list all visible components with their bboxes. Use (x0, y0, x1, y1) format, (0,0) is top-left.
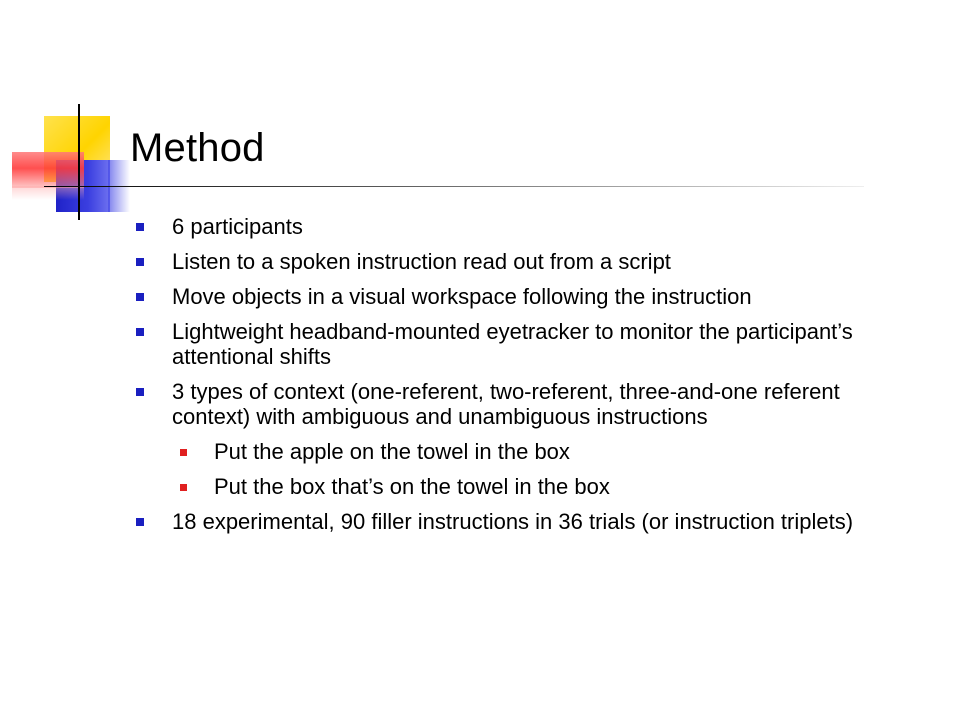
square-bullet-icon (136, 388, 144, 396)
bullet-item (136, 319, 906, 369)
bullet-text: Listen to a spoken instruction read out from a script (172, 249, 671, 274)
corner-decoration-red (12, 152, 84, 188)
bullet-item (136, 509, 906, 534)
corner-decoration-vertical-line (78, 104, 80, 220)
sub-bullet-item (136, 474, 906, 499)
square-bullet-icon (136, 258, 144, 266)
square-bullet-icon (180, 484, 187, 491)
bullet-text: 3 types of context (one-referent, two-referent, three-and-one referent context) with ambiguous and unambiguous instructions (172, 379, 840, 429)
slide-title: Method (130, 126, 265, 170)
square-bullet-icon (180, 449, 187, 456)
bullet-item (136, 284, 906, 309)
square-bullet-icon (136, 518, 144, 526)
bullet-text: 18 experimental, 90 filler instructions in 36 trials (or instruction triplets) (172, 509, 854, 534)
square-bullet-icon (136, 328, 144, 336)
sub-bullet-text: Put the box that’s on the towel in the box (214, 474, 610, 499)
square-bullet-icon (136, 293, 144, 301)
bullet-text: 6 participants (172, 214, 303, 239)
sub-bullet-text: Put the apple on the towel in the box (214, 439, 570, 464)
bullet-text: Move objects in a visual workspace following the instruction (172, 284, 752, 309)
bullet-list (136, 214, 906, 544)
corner-decoration-red-fade (12, 186, 84, 200)
bullet-item (136, 214, 906, 239)
square-bullet-icon (136, 223, 144, 231)
bullet-item (136, 379, 906, 429)
title-underline (44, 186, 864, 187)
bullet-text: Lightweight headband-mounted eyetracker to monitor the participant’s attentional shifts (172, 319, 853, 369)
bullet-item (136, 249, 906, 274)
sub-bullet-item (136, 439, 906, 464)
